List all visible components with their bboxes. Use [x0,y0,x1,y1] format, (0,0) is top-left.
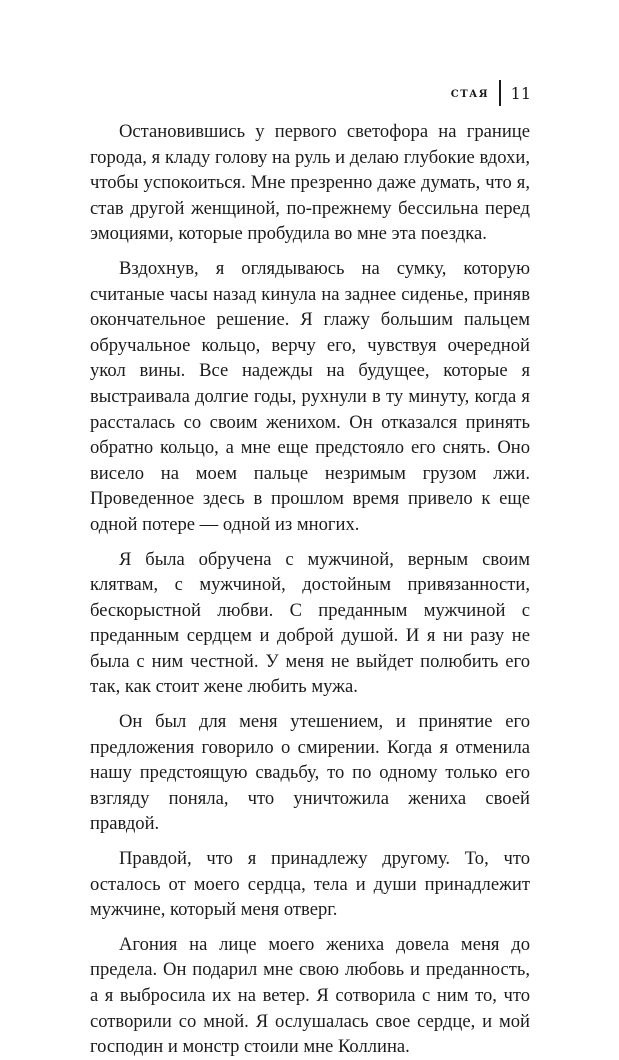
header-divider [499,80,501,106]
paragraph: Правдой, что я принадлежу другому. То, что осталось от моего сердца, тела и души принадлежит мужчине, который меня отверг. [90,848,530,921]
running-header [451,78,531,108]
paragraph: Вздохнув, я оглядываюсь на сумку, которую считаные часы назад кинула на заднее сиденье, приняв окончательное решение. Я глажу большим пальцем обручальное кольцо, верчу его, чувствуя очередной укол вины. Все надежды на будущее, которые я выстраивала долгие годы, рухнули в ту минуту, когда я рассталась со своим женихом. Он отказался принять обратно кольцо, а мне еще предстояло его снять. Оно висело на моем пальце незримым грузом лжи. Проведенное здесь в прошлом время привело к еще одной потере — одной из многих. [90,257,530,535]
paragraph: Я была обручена с мужчиной, верным своим клятвам, с мужчиной, достойным привязанности, бескорыстной любви. С преданным мужчиной с преданным сердцем и доброй душой. И я ни разу не была с ним честной. У меня не выйдет полюбить его так, как стоит жене любить мужа. [90,548,530,698]
paragraph: Он был для меня утешением, и принятие его предложения говорило о смирении. Когда я отменила нашу предстоящую свадьбу, то по одному только его взгляду поняла, что уничтожила жениха своей правдой. [90,711,530,835]
paragraph: Остановившись у первого светофора на границе города, я кладу голову на руль и делаю глубокие вдохи, чтобы успокоиться. Мне презренно даже думать, что я, став другой женщиной, по-прежнему бессильна перед эмоциями, которые пробудила во мне эта поездка. [90,121,530,245]
running-title: стая [450,85,490,101]
paragraph: Агония на лице моего жениха довела меня до предела. Он подарил мне свою любовь и преданность, а я выбросила их на ветер. Я сотворила с ним то, что сотворили со мной. Я ослушалась свое сердце, и мой господин и монстр стоили мне Коллина. [90,933,530,1058]
page-number: 11 [510,83,531,103]
body-text [90,119,530,1060]
